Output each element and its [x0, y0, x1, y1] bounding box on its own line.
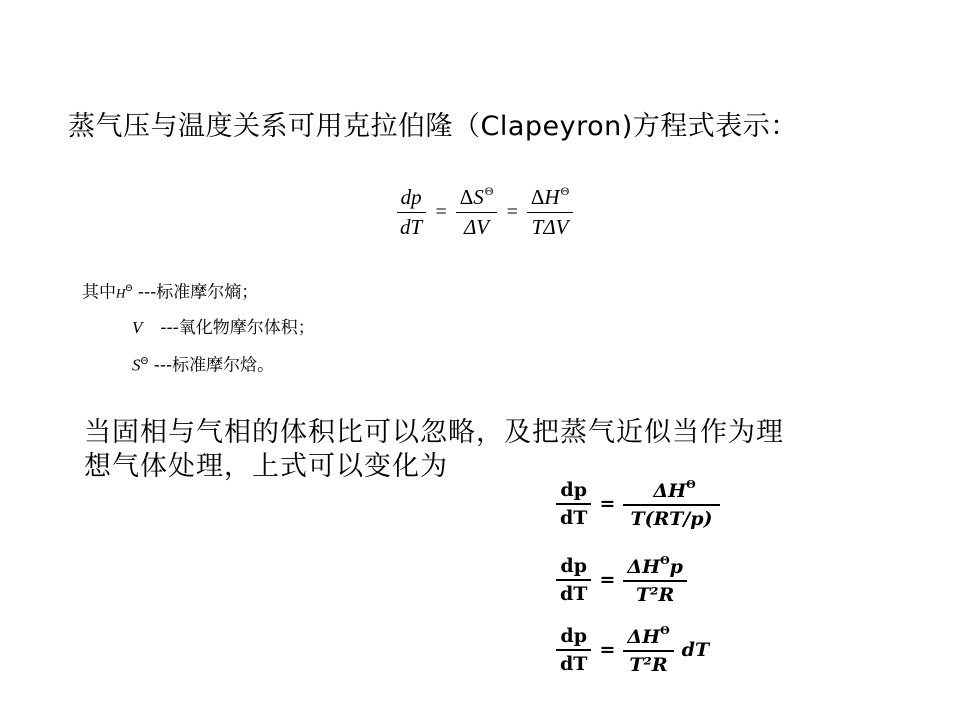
paragraph-line-1: 当固相与气相的体积比可以忽略，及把蒸气近似当作为理 — [84, 417, 784, 448]
eq1-equals-2: = — [505, 200, 519, 223]
eq1-lhs-numerator: dp — [397, 185, 426, 213]
eq1-rhs-denominator — [528, 213, 573, 240]
eq3-equals: = — [599, 569, 616, 591]
eq2-rhs-fraction — [623, 478, 719, 530]
definition-v — [82, 311, 315, 345]
symbol-definitions — [82, 272, 315, 382]
s-symbol: S — [132, 355, 141, 375]
clapeyron-equation — [396, 184, 573, 240]
eq4-lhs-denominator: dT — [560, 653, 588, 675]
eq2-rhs-denominator — [627, 506, 717, 530]
equation-4 — [556, 624, 709, 676]
eq1-lhs-denominator: dT — [400, 214, 423, 239]
eq4-rhs-denominator — [625, 652, 671, 676]
eq2-theta: Θ — [686, 478, 696, 491]
eq1-entropy-symbol: S — [473, 185, 484, 209]
eq1-delta-volume: ΔV — [543, 215, 569, 239]
eq1-rhs-numerator — [527, 184, 573, 213]
eq1-mid-fraction — [456, 184, 498, 240]
eq1-rhs-fraction — [527, 184, 573, 240]
eq3-rhs-numerator — [623, 554, 687, 582]
slide-title: 蒸气压与温度关系可用克拉伯隆（Clapeyron)方程式表示： — [68, 111, 798, 142]
eq3-rhs-numerator-tail: p — [669, 556, 683, 578]
eq1-mid-numerator — [456, 184, 498, 213]
eq4-rhs-numerator-text: ΔH — [627, 626, 661, 648]
definition-h — [82, 272, 315, 311]
eq2-lhs-fraction — [556, 479, 591, 529]
eq3-rhs-denominator-text: T²R — [636, 584, 675, 606]
eq3-rhs-denominator — [632, 582, 678, 606]
eq1-enthalpy-symbol: H — [544, 185, 560, 209]
s-theta: Θ — [140, 355, 149, 367]
eq1-rhs-theta-symbol: Θ — [560, 184, 570, 198]
eq4-rhs-denominator-text: T²R — [629, 654, 668, 676]
eq1-temperature-symbol: T — [531, 215, 544, 239]
h-theta: Θ — [125, 284, 133, 294]
h-definition-text: ---标准摩尔熵； — [137, 282, 259, 303]
eq4-rhs-numerator — [623, 624, 673, 652]
v-definition-text: ---氧化物摩尔体积； — [160, 317, 315, 338]
definitions-prefix: 其中 — [82, 282, 116, 303]
eq3-lhs-numerator: dp — [556, 555, 591, 581]
eq2-lhs-numerator: dp — [556, 479, 591, 505]
h-symbol: H — [116, 285, 126, 301]
equation-2 — [556, 478, 720, 530]
eq4-rhs-fraction — [623, 624, 673, 676]
eq4-tail: dT — [681, 639, 710, 661]
eq2-equals: = — [599, 493, 616, 515]
eq2-lhs-denominator: dT — [560, 507, 588, 529]
eq2-rhs-numerator — [623, 478, 719, 506]
eq3-rhs-fraction — [623, 554, 687, 606]
eq3-rhs-numerator-text: ΔH — [627, 556, 661, 578]
eq4-lhs-numerator: dp — [556, 625, 591, 651]
eq3-theta: Θ — [660, 554, 670, 567]
eq1-lhs-fraction — [396, 185, 426, 240]
explanation-paragraph — [84, 416, 904, 484]
eq3-lhs-denominator: dT — [560, 583, 588, 605]
eq2-rhs-numerator-text: ΔH — [653, 480, 687, 502]
eq1-theta-symbol: Θ — [484, 184, 494, 198]
equation-3 — [556, 554, 687, 606]
s-definition-text: ---标准摩尔焓。 — [153, 355, 275, 376]
eq2-rhs-denominator-text: T(RT/p) — [630, 508, 713, 530]
eq4-equals: = — [599, 639, 616, 661]
eq4-theta: Θ — [660, 624, 670, 637]
eq1-rhs-delta-symbol: Δ — [530, 185, 545, 209]
eq1-mid-denominator: ΔV — [463, 215, 490, 239]
eq3-lhs-fraction — [556, 555, 591, 605]
v-symbol: V — [132, 317, 143, 337]
definition-s — [82, 345, 315, 383]
eq1-equals-1: = — [434, 200, 448, 223]
eq1-delta-symbol: Δ — [459, 185, 474, 209]
eq4-lhs-fraction — [556, 625, 591, 675]
paragraph-line-2: 想气体处理，上式可以变化为 — [84, 451, 448, 482]
